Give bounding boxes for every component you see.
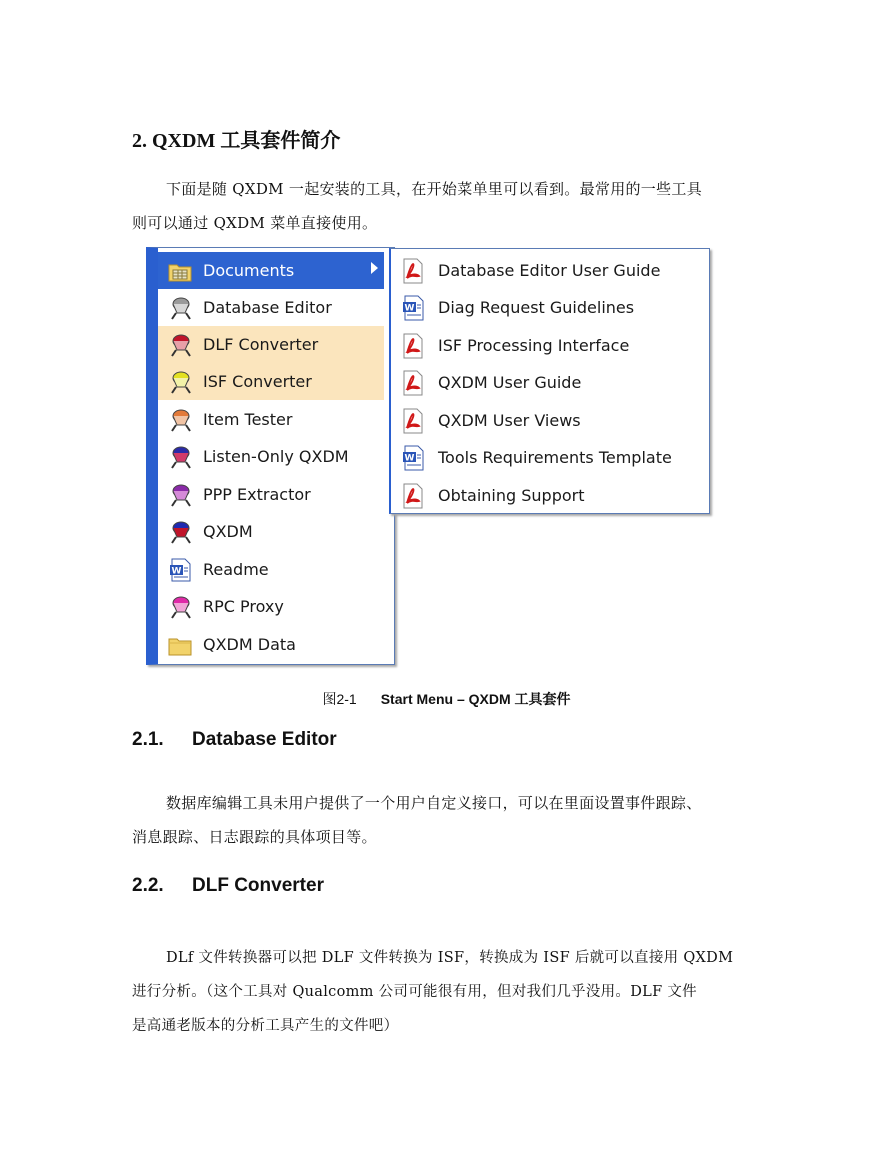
menu-item-readme[interactable] [158, 551, 384, 588]
svg-text:W: W [404, 453, 415, 463]
menu-item-label: Item Tester [203, 410, 293, 429]
menu-item-label: Listen-Only QXDM [203, 447, 349, 466]
database-editor-paragraph [132, 786, 762, 854]
word-doc-icon [401, 295, 425, 321]
tool-icon [167, 407, 193, 433]
section-heading-dlf-converter [132, 875, 324, 897]
para-line-2: 进行分析。（这个工具对 Qualcomm 公司可能很有用，但对我们几乎没用。DLF 文件 [132, 984, 697, 1000]
pdf-icon [401, 483, 425, 509]
doc-item-label: Diag Request Guidelines [438, 298, 635, 317]
doc-item-qxdm-user-views[interactable] [391, 402, 707, 439]
doc-item-label: QXDM User Views [438, 411, 581, 430]
menu-item-rpc-proxy[interactable] [158, 588, 384, 625]
svg-text:W: W [404, 303, 415, 313]
doc-item-isf-processing-interface[interactable] [391, 327, 707, 364]
tool-icon [167, 444, 193, 470]
menu-item-ppp-extractor[interactable] [158, 476, 384, 513]
start-menu-screenshot [146, 247, 710, 665]
programs-menu [146, 247, 395, 665]
menu-item-item-tester[interactable] [158, 401, 384, 438]
doc-item-label: QXDM User Guide [438, 373, 582, 392]
doc-item-qxdm-user-guide[interactable] [391, 364, 707, 401]
intro-paragraph [132, 172, 762, 240]
menu-item-label: QXDM [203, 522, 253, 541]
folder-grid-icon [167, 258, 193, 284]
intro-line-1: 下面是随 QXDM 一起安装的工具，在开始菜单里可以看到。最常用的一些工具 [166, 180, 703, 198]
figure-caption [0, 689, 893, 709]
pdf-icon [401, 370, 425, 396]
menu-item-qxdm[interactable] [158, 513, 384, 550]
chapter-heading: 2. QXDM 工具套件简介 [132, 130, 341, 152]
para-line-1: 数据库编辑工具未用户提供了一个用户自定义接口，可以在里面设置事件跟踪、 [166, 794, 702, 812]
doc-item-obtaining-support[interactable] [391, 477, 707, 514]
doc-item-label: ISF Processing Interface [438, 336, 630, 355]
tool-icon [167, 332, 193, 358]
word-doc-icon [167, 557, 193, 583]
para-line-1: DLf 文件转换器可以把 DLF 文件转换为 ISF，转换成为 ISF 后就可以直接用 QXDM [166, 950, 734, 966]
pdf-icon [401, 258, 425, 284]
menu-item-database-editor[interactable] [158, 289, 384, 326]
menu-item-label: RPC Proxy [203, 597, 284, 616]
section-title: Database Editor [192, 729, 337, 750]
documents-submenu [389, 248, 710, 514]
menu-item-label: Database Editor [203, 298, 332, 317]
caption-text: Start Menu – QXDM 工具套件 [380, 691, 571, 707]
menu-item-label: ISF Converter [203, 372, 312, 391]
menu-item-listen-only-qxdm[interactable] [158, 438, 384, 475]
folder-icon [167, 632, 193, 658]
section-heading-database-editor [132, 729, 337, 751]
menu-item-dlf-converter[interactable] [158, 326, 384, 363]
section-number: 2.2. [132, 875, 164, 896]
doc-item-diag-request-guidelines[interactable] [391, 289, 707, 326]
dlf-converter-paragraph [132, 941, 762, 1043]
menu-item-label: DLF Converter [203, 335, 319, 354]
word-doc-icon [401, 445, 425, 471]
menu-item-label: Readme [203, 560, 269, 579]
doc-item-database-editor-user-guide[interactable] [391, 252, 707, 289]
menu-item-label: PPP Extractor [203, 485, 311, 504]
menu-item-documents[interactable] [158, 252, 384, 289]
tool-icon [167, 482, 193, 508]
doc-item-tools-requirements-template[interactable] [391, 439, 707, 476]
tool-icon [167, 519, 193, 545]
submenu-arrow-icon [371, 262, 378, 274]
pdf-icon [401, 333, 425, 359]
doc-item-label: Database Editor User Guide [438, 261, 661, 280]
para-line-2: 消息跟踪、日志跟踪的具体项目等。 [132, 828, 377, 846]
section-number: 2.1. [132, 729, 164, 750]
svg-text:W: W [171, 566, 182, 576]
caption-number: 图2-1 [322, 691, 357, 707]
menu-item-isf-converter[interactable] [158, 363, 384, 400]
doc-item-label: Tools Requirements Template [438, 448, 672, 467]
doc-item-label: Obtaining Support [438, 486, 585, 505]
para-line-3: 是高通老版本的分析工具产生的文件吧） [132, 1018, 399, 1034]
menu-item-label: QXDM Data [203, 635, 296, 654]
section-title: DLF Converter [192, 875, 324, 896]
tool-icon [167, 594, 193, 620]
intro-line-2: 则可以通过 QXDM 菜单直接使用。 [132, 214, 378, 232]
tool-icon [167, 295, 193, 321]
menu-item-label: Documents [203, 261, 295, 280]
menu-item-qxdm-data[interactable] [158, 626, 384, 663]
tool-icon [167, 369, 193, 395]
pdf-icon [401, 408, 425, 434]
